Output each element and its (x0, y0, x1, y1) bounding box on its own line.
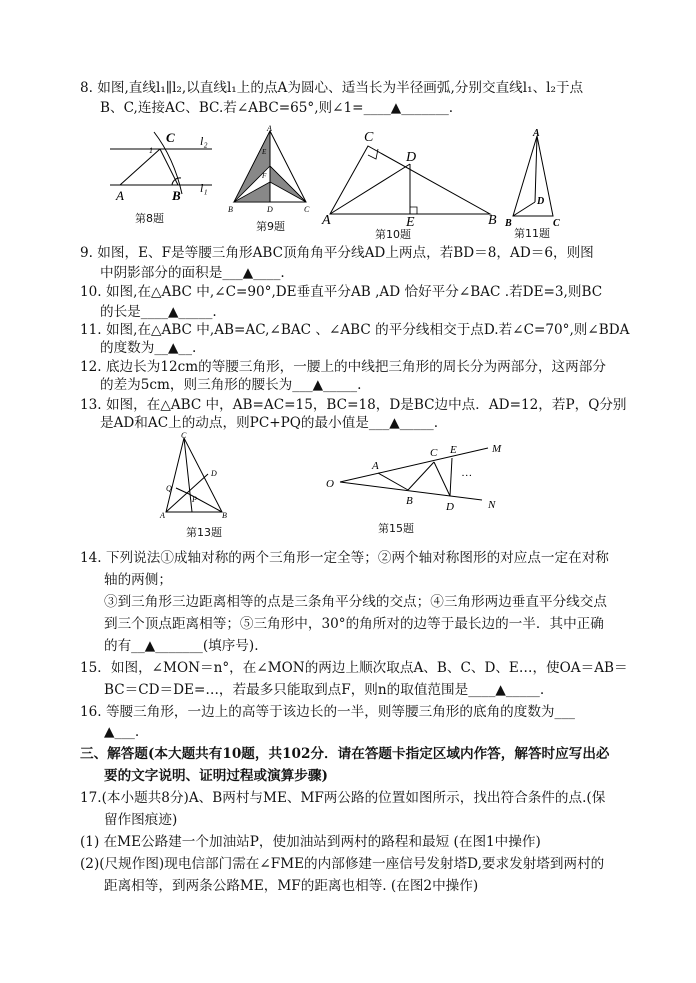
fig9-label-b: B (228, 205, 233, 214)
section3-heading-cont: 要的文字说明、证明过程或演算步骤) (104, 768, 328, 784)
q8-line2: B、C,连接AC、BC.若∠ABC=65°,则∠1=____▲_______. (100, 100, 454, 116)
q9-line2: 中阴影部分的面积是___▲____. (100, 265, 285, 281)
fig8-label-l1: l₁ (200, 181, 208, 195)
fig8-label-1: 1 (149, 146, 153, 155)
figure-11 (505, 126, 575, 229)
fig10-label-e: E (406, 215, 415, 230)
q14-line4: 到三个顶点距离相等；⑤三角形中，30°的角所对的边等于最长边的一半．其中正确 (104, 616, 604, 632)
fig11-label-c: C (553, 218, 560, 229)
figure-8 (102, 128, 222, 208)
fig8-label-a: A (116, 188, 124, 203)
fig9-label-f: F (262, 172, 267, 180)
fig10-label-a: A (322, 213, 331, 228)
fig15-label-o: O (326, 478, 334, 490)
fig9-label-a: A (267, 124, 272, 133)
fig8-label-c: C (166, 130, 175, 145)
fig13-caption: 第13题 (186, 526, 222, 539)
fig15-label-e: E (450, 444, 457, 456)
fig10-label-b: B (488, 213, 497, 228)
fig11-label-b: B (505, 218, 512, 229)
fig15-label-b: B (406, 495, 413, 507)
fig13-label-b: B (222, 511, 227, 520)
q17-part1: (1) 在ME公路建一个加油站P，使加油站到两村的路程和最短 (在图1中操作) (80, 834, 541, 850)
fig15-label-ellipsis: … (462, 467, 472, 479)
q11-line1: 11. 如图,在△ABC 中,AB=AC,∠BAC 、∠ABC 的平分线相交于点D.若∠C=70°,则∠BDA (80, 322, 630, 338)
fig15-label-n: N (488, 499, 496, 511)
fig8-caption: 第8题 (135, 212, 164, 225)
fig9-caption: 第9题 (256, 220, 285, 233)
fig8-label-l2: l₂ (200, 134, 208, 148)
q17-line1: 17.(本小题共8分)A、B两村与ME、MF两公路的位置如图所示，找出符合条件的点.(保 (80, 790, 606, 806)
q14-line1: 14. 下列说法①成轴对称的两个三角形一定全等；②两个轴对称图形的对应点一定在对称 (80, 550, 609, 566)
q15-line2: BC＝CD＝DE=…，若最多只能取到点F，则n的取值范围是____▲_____. (104, 682, 545, 698)
q16-line2: ▲___. (104, 724, 140, 740)
section3-heading: 三、解答题(本大题共有10题，共102分．请在答题卡指定区域内作答，解答时应写出必 (80, 746, 610, 762)
fig9-label-c: C (304, 205, 310, 214)
fig11-label-d: D (537, 196, 545, 207)
fig13-label-c: C (181, 431, 187, 440)
q16-line1: 16. 等腰三角形，一边上的高等于该边长的一半，则等腰三角形的底角的度数为___ (80, 704, 575, 720)
figure-15 (322, 440, 512, 512)
fig13-label-q: Q (166, 484, 172, 493)
q9-line1: 9. 如图，E、F是等腰三角形ABC顶角角平分线AD上两点，若BD＝8，AD＝6，则图 (80, 245, 594, 261)
fig13-label-a: A (160, 511, 165, 520)
fig10-label-c: C (364, 130, 374, 145)
fig11-caption: 第11题 (514, 227, 550, 240)
q14-line5: 的有__▲_______(填序号). (104, 638, 259, 654)
fig9-label-d: D (267, 205, 273, 214)
fig10-label-d: D (406, 150, 417, 165)
figure-13 (160, 432, 232, 522)
figure-9 (226, 124, 316, 219)
q15-line1: 15．如图，∠MON＝n°，在∠MON的两边上顺次取点A、B、C、D、E…，使OA＝AB＝ (80, 660, 628, 676)
fig15-label-a: A (372, 460, 379, 472)
q13-line2: 是AD和AC上的动点，则PC+PQ的最小值是___▲_____. (100, 415, 439, 431)
fig15-label-m: M (492, 443, 502, 455)
q13-line1: 13. 如图，在△ABC 中，AB=AC=15，BC=18，D是BC边中点．AD=12，若P，Q分别 (80, 397, 627, 413)
fig15-caption: 第15题 (378, 522, 414, 535)
fig15-label-c: C (430, 447, 438, 459)
q12-line1: 12. 底边长为12cm的等腰三角形，一腰上的中线把三角形的周长分为两部分，这两部分 (80, 359, 606, 375)
q8-line1: 8. 如图,直线l₁∥l₂,以直线l₁上的点A为圆心、适当长为半径画弧,分别交直线l₁、l₂于点 (80, 80, 584, 96)
q11-line2: 的度数为__▲__. (100, 340, 197, 356)
q14-line3: ③到三角形三边距离相等的点是三条角平分线的交点；④三角形两边垂直平分线交点 (104, 594, 607, 610)
q14-line2: 轴的两侧； (104, 572, 172, 588)
q10-line1: 10. 如图,在△ABC 中,∠C=90°,DE垂直平分AB ,AD 恰好平分∠BAC .若DE=3,则BC (80, 284, 603, 300)
q12-line2: 的差为5cm，则三角形的腰长为___▲_____. (100, 377, 362, 393)
q17-part2: (2)(尺规作图)现电信部门需在∠FME的内部修建一座信号发射塔D,要求发射塔到两村的 (80, 856, 605, 872)
q10-line2: 的长是____▲_____. (100, 304, 217, 320)
fig10-caption: 第10题 (375, 228, 411, 241)
q17-line2: 留作图痕迹) (104, 812, 178, 828)
figure-10 (320, 126, 500, 228)
fig13-label-d: D (211, 469, 217, 478)
fig11-label-a: A (533, 128, 540, 139)
fig8-label-b: B (172, 188, 181, 203)
q17-part2-cont: 距离相等，到两条公路ME，MF的距离也相等. (在图2中操作) (104, 878, 479, 894)
fig13-label-p: P (192, 495, 197, 504)
fig15-label-d: D (446, 501, 454, 513)
fig9-label-e: E (262, 148, 267, 156)
